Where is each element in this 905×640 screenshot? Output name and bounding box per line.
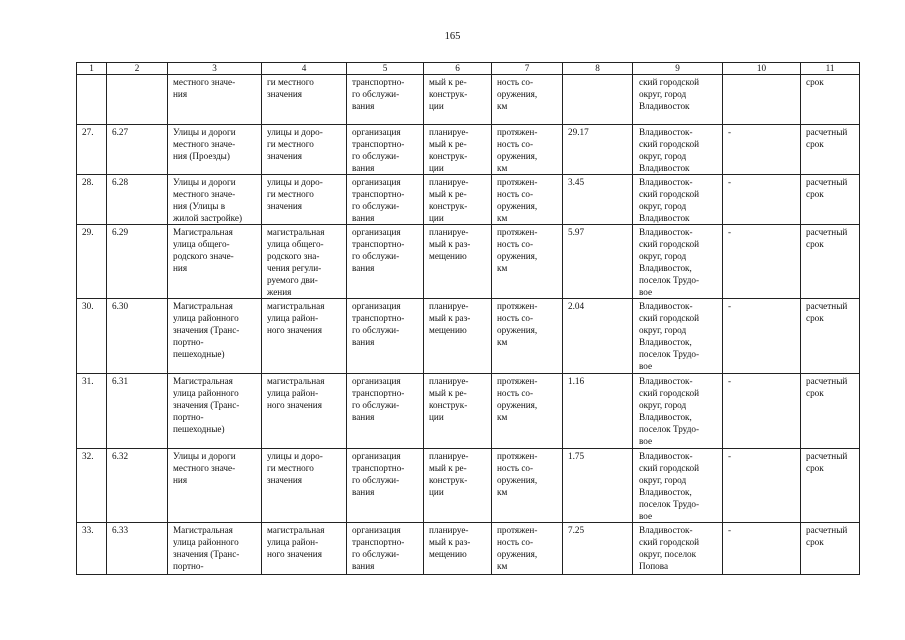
cell-type: магистральная улица район- ного значения	[262, 374, 347, 449]
cell-zone: -	[723, 449, 801, 523]
cell-type: улицы и доро- ги местного значения	[262, 449, 347, 523]
cell-type: магистральная улица район- ного значения	[262, 523, 347, 575]
cell-characteristic: протяжен- ность со- оружения, км	[492, 299, 563, 374]
cell-value: 3.45	[563, 175, 633, 225]
cell-code	[107, 75, 168, 125]
cell-name: Магистральная улица районного значения (Транс- портно- пешеходные)	[168, 299, 262, 374]
cell-number: 32.	[77, 449, 107, 523]
cell-value: 5.97	[563, 225, 633, 299]
cell-location: Владивосток- ский городской округ, город Владивосток	[633, 125, 723, 175]
cell-status: планируе- мый к раз- мещению	[424, 225, 492, 299]
column-header: 8	[563, 63, 633, 75]
cell-zone: -	[723, 125, 801, 175]
cell-location: Владивосток- ский городской округ, город Владивосток, поселок Трудо- вое	[633, 299, 723, 374]
cell-location: Владивосток- ский городской округ, город Владивосток, поселок Трудо- вое	[633, 374, 723, 449]
cell-code: 6.28	[107, 175, 168, 225]
cell-characteristic: протяжен- ность со- оружения, км	[492, 523, 563, 575]
cell-purpose: транспортно- го обслужи- вания	[347, 75, 424, 125]
cell-number: 33.	[77, 523, 107, 575]
table-row	[77, 175, 860, 225]
cell-name: Улицы и дороги местного значе- ния (Проезды)	[168, 125, 262, 175]
cell-status: планируе- мый к раз- мещению	[424, 299, 492, 374]
cell-type: улицы и доро- ги местного значения	[262, 175, 347, 225]
cell-code: 6.32	[107, 449, 168, 523]
objects-table	[76, 62, 860, 575]
cell-status: планируе- мый к ре- конструк- ции	[424, 125, 492, 175]
cell-type: магистральная улица район- ного значения	[262, 299, 347, 374]
cell-zone: -	[723, 299, 801, 374]
cell-name: Улицы и дороги местного значе- ния	[168, 449, 262, 523]
table-row	[77, 125, 860, 175]
cell-term: расчетный срок	[801, 125, 860, 175]
cell-term: расчетный срок	[801, 374, 860, 449]
cell-zone: -	[723, 523, 801, 575]
cell-location: Владивосток- ский городской округ, город Владивосток, поселок Трудо- вое	[633, 449, 723, 523]
table-row	[77, 225, 860, 299]
cell-code: 6.30	[107, 299, 168, 374]
cell-term: расчетный срок	[801, 299, 860, 374]
cell-status: планируе- мый к раз- мещению	[424, 523, 492, 575]
cell-term: расчетный срок	[801, 175, 860, 225]
cell-characteristic: протяжен- ность со- оружения, км	[492, 449, 563, 523]
cell-value: 29.17	[563, 125, 633, 175]
cell-purpose: организация транспортно- го обслужи- вания	[347, 175, 424, 225]
cell-purpose: организация транспортно- го обслужи- вания	[347, 299, 424, 374]
cell-term: срок	[801, 75, 860, 125]
cell-code: 6.33	[107, 523, 168, 575]
cell-number	[77, 75, 107, 125]
cell-characteristic: протяжен- ность со- оружения, км	[492, 374, 563, 449]
cell-zone: -	[723, 374, 801, 449]
cell-status: планируе- мый к ре- конструк- ции	[424, 374, 492, 449]
column-header: 3	[168, 63, 262, 75]
cell-location: ский городской округ, город Владивосток	[633, 75, 723, 125]
cell-number: 27.	[77, 125, 107, 175]
cell-number: 29.	[77, 225, 107, 299]
cell-characteristic: протяжен- ность со- оружения, км	[492, 175, 563, 225]
column-header: 4	[262, 63, 347, 75]
cell-zone: -	[723, 225, 801, 299]
column-header: 2	[107, 63, 168, 75]
cell-name: Улицы и дороги местного значе- ния (Улицы в жилой застройке)	[168, 175, 262, 225]
cell-purpose: организация транспортно- го обслужи- вания	[347, 225, 424, 299]
table-row	[77, 449, 860, 523]
cell-status: планируе- мый к ре- конструк- ции	[424, 449, 492, 523]
cell-code: 6.27	[107, 125, 168, 175]
cell-zone: -	[723, 175, 801, 225]
cell-name: Магистральная улица районного значения (Транс- портно-	[168, 523, 262, 575]
cell-zone	[723, 75, 801, 125]
cell-characteristic: протяжен- ность со- оружения, км	[492, 125, 563, 175]
cell-type: улицы и доро- ги местного значения	[262, 125, 347, 175]
table-row	[77, 523, 860, 575]
cell-location: Владивосток- ский городской округ, поселок Попова	[633, 523, 723, 575]
cell-type: магистральная улица общего- родского зна- чения регули- руемого дви- жения	[262, 225, 347, 299]
cell-status: мый к ре- конструк- ции	[424, 75, 492, 125]
column-header: 11	[801, 63, 860, 75]
column-header: 6	[424, 63, 492, 75]
cell-location: Владивосток- ский городской округ, город Владивосток	[633, 175, 723, 225]
cell-purpose: организация транспортно- го обслужи- вания	[347, 374, 424, 449]
cell-value	[563, 75, 633, 125]
column-header: 1	[77, 63, 107, 75]
cell-purpose: организация транспортно- го обслужи- вания	[347, 523, 424, 575]
cell-characteristic: протяжен- ность со- оружения, км	[492, 225, 563, 299]
cell-location: Владивосток- ский городской округ, город Владивосток, поселок Трудо- вое	[633, 225, 723, 299]
page-number: 165	[444, 31, 461, 42]
column-header: 7	[492, 63, 563, 75]
cell-purpose: организация транспортно- го обслужи- вания	[347, 125, 424, 175]
cell-type: ги местного значения	[262, 75, 347, 125]
table-row	[77, 75, 860, 125]
cell-number: 31.	[77, 374, 107, 449]
cell-characteristic: ность со- оружения, км	[492, 75, 563, 125]
cell-value: 1.16	[563, 374, 633, 449]
table-row	[77, 299, 860, 374]
cell-term: расчетный срок	[801, 225, 860, 299]
cell-status: планируе- мый к ре- конструк- ции	[424, 175, 492, 225]
cell-code: 6.29	[107, 225, 168, 299]
cell-value: 2.04	[563, 299, 633, 374]
cell-value: 7.25	[563, 523, 633, 575]
table-row	[77, 374, 860, 449]
cell-name: Магистральная улица общего- родского значе- ния	[168, 225, 262, 299]
cell-term: расчетный срок	[801, 449, 860, 523]
table-header-row	[77, 63, 860, 75]
cell-number: 28.	[77, 175, 107, 225]
cell-name: Магистральная улица районного значения (Транс- портно- пешеходные)	[168, 374, 262, 449]
column-header: 10	[723, 63, 801, 75]
cell-purpose: организация транспортно- го обслужи- вания	[347, 449, 424, 523]
cell-term: расчетный срок	[801, 523, 860, 575]
column-header: 5	[347, 63, 424, 75]
column-header: 9	[633, 63, 723, 75]
cell-number: 30.	[77, 299, 107, 374]
cell-value: 1.75	[563, 449, 633, 523]
cell-code: 6.31	[107, 374, 168, 449]
cell-name: местного значе- ния	[168, 75, 262, 125]
